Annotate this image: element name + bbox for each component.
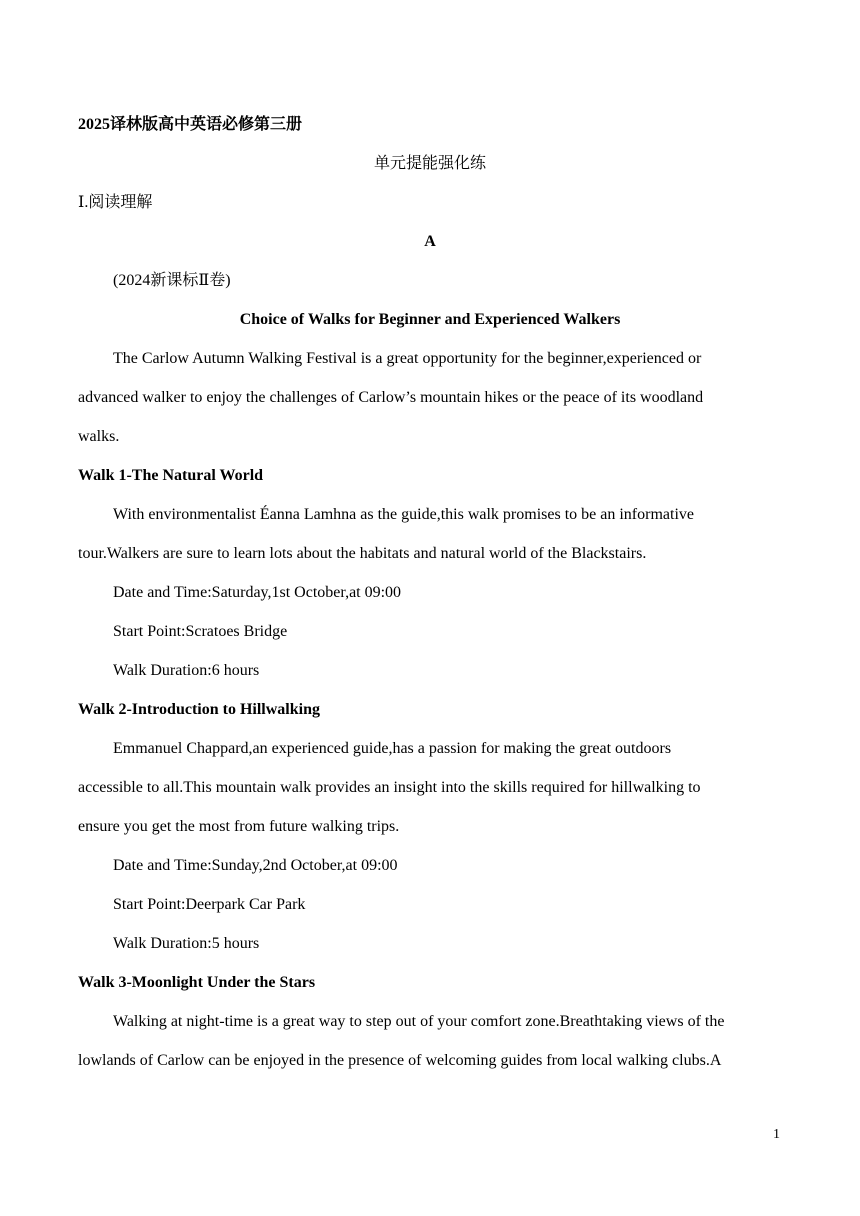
walk-2-description: accessible to all.This mountain walk provides an insight into the skills required for hillwalking to — [78, 779, 701, 796]
unit-title: 单元提能强化练 — [373, 155, 486, 172]
book-title: 2025译林版高中英语必修第三册 — [78, 116, 303, 133]
walk-3-description: lowlands of Carlow can be enjoyed in the presence of welcoming guides from local walking clubs.A — [78, 1052, 722, 1069]
walk-2-description: Emmanuel Chappard,an experienced guide,has a passion for making the great outdoors — [113, 740, 672, 757]
walk-1-start-point: Start Point:Scratoes Bridge — [113, 623, 288, 640]
walk-2-date-time: Date and Time:Sunday,2nd October,at 09:00 — [113, 857, 398, 874]
intro-line: The Carlow Autumn Walking Festival is a great opportunity for the beginner,experienced or — [113, 350, 702, 367]
walk-1-description: With environmentalist Éanna Lamhna as the guide,this walk promises to be an informative — [113, 506, 694, 523]
walk-2-start-point: Start Point:Deerpark Car Park — [113, 896, 306, 913]
passage-label: A — [424, 233, 436, 250]
passage-source: (2024新课标Ⅱ卷) — [113, 272, 231, 289]
walk-1-description: tour.Walkers are sure to learn lots about the habitats and natural world of the Blackstairs. — [78, 545, 647, 562]
walk-2-duration: Walk Duration:5 hours — [113, 935, 260, 952]
passage-title: Choice of Walks for Beginner and Experienced Walkers — [239, 311, 621, 328]
walk-2-description: ensure you get the most from future walking trips. — [78, 818, 400, 835]
walk-1-date-time: Date and Time:Saturday,1st October,at 09:00 — [113, 584, 402, 601]
walk-3-description: Walking at night-time is a great way to step out of your comfort zone.Breathtaking views of the — [113, 1013, 725, 1030]
walk-3-heading: Walk 3-Moonlight Under the Stars — [78, 974, 316, 991]
section-heading: Ⅰ.阅读理解 — [78, 194, 153, 211]
walk-1-duration: Walk Duration:6 hours — [113, 662, 260, 679]
page-number: 1 — [773, 1127, 780, 1142]
walk-1-heading: Walk 1-The Natural World — [78, 467, 264, 484]
intro-line: walks. — [78, 428, 120, 445]
intro-line: advanced walker to enjoy the challenges of Carlow’s mountain hikes or the peace of its woodland — [78, 389, 704, 406]
walk-2-heading: Walk 2-Introduction to Hillwalking — [78, 701, 320, 718]
